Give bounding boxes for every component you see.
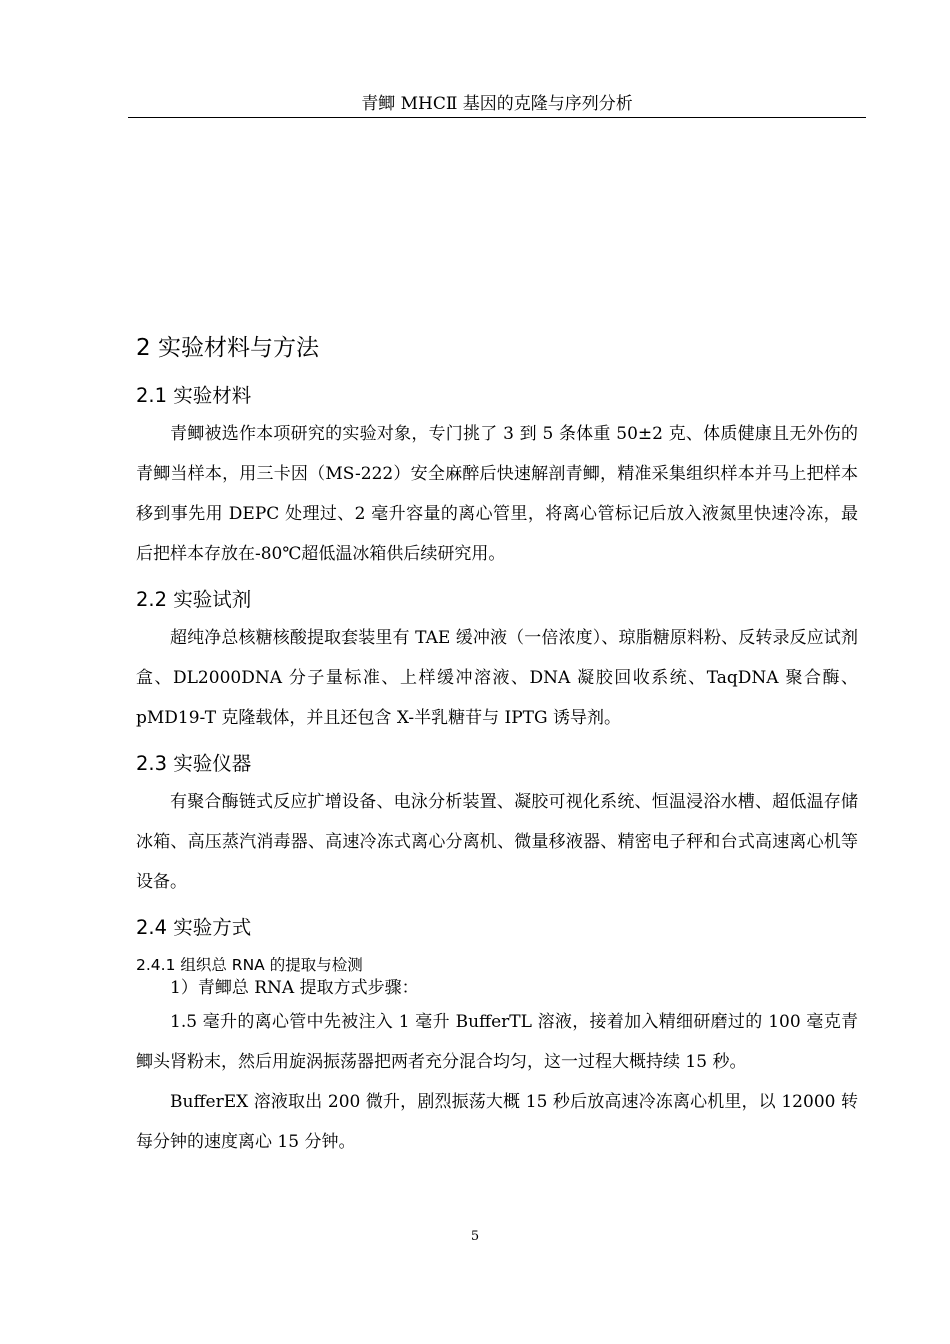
- paragraph-instruments: 有聚合酶链式反应扩增设备、电泳分析装置、凝胶可视化系统、恒温浸浴水槽、超低温存储冰箱、高压蒸汽消毒器、高速冷冻式离心分离机、微量移液器、精密电子秤和台式高速离心机等设备。: [136, 792, 858, 892]
- step-label: 1）青鲫总 RNA 提取方式步骤：: [170, 978, 419, 998]
- section-heading-methods: 2.4 实验方式: [136, 916, 252, 939]
- chapter-title: 2 实验材料与方法: [136, 335, 319, 361]
- paragraph-reagents: 超纯净总核糖核酸提取套装里有 TAE 缓冲液（一倍浓度）、琼脂糖原料粉、反转录反应试剂盒、DL2000DNA 分子量标准、上样缓冲溶液、DNA 凝胶回收系统、TaqDNA 聚合酶、pMD19-T 克隆载体，并且还包含 X-半乳糖苷与 IPTG 诱导剂。: [136, 628, 858, 728]
- section-heading-reagents: 2.2 实验试剂: [136, 588, 252, 611]
- paragraph-method-step-2: BufferEX 溶液取出 200 微升，剧烈振荡大概 15 秒后放高速冷冻离心机里，以 12000 转每分钟的速度离心 15 分钟。: [136, 1092, 858, 1152]
- paragraph-materials: 青鲫被选作本项研究的实验对象，专门挑了 3 到 5 条体重 50±2 克、体质健康且无外伤的青鲫当样本，用三卡因（MS-222）安全麻醉后快速解剖青鲫，精准采集组织样本并马上把样本移到事先用 DEPC 处理过、2 毫升容量的离心管里，将离心管标记后放入液氮里快速冷冻，最后把样本存放在-80℃超低温冰箱供后续研究用。: [136, 424, 858, 564]
- subsection-heading-rna-extraction: 2.4.1 组织总 RNA 的提取与检测: [136, 956, 363, 974]
- section-heading-materials: 2.1 实验材料: [136, 384, 252, 407]
- document-body: [136, 330, 858, 1162]
- section-heading-instruments: 2.3 实验仪器: [136, 752, 252, 775]
- paragraph-method-step-1: 1.5 毫升的离心管中先被注入 1 毫升 BufferTL 溶液，接着加入精细研磨过的 100 毫克青鲫头肾粉末，然后用旋涡振荡器把两者充分混合均匀，这一过程大概持续 15 秒。: [136, 1012, 858, 1072]
- header-rule: [128, 117, 866, 118]
- running-header: 青鲫 MHCⅡ 基因的克隆与序列分析: [361, 94, 633, 114]
- page-number: 5: [470, 1229, 480, 1244]
